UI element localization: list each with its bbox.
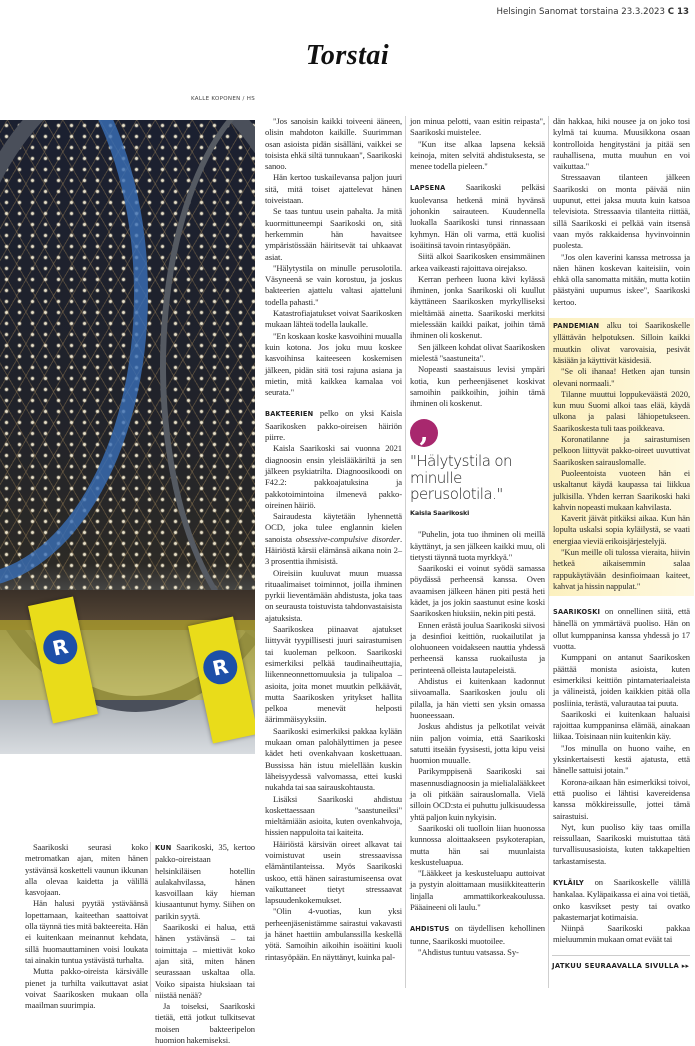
- body-paragraph: [553, 513, 690, 547]
- body-paragraph: [265, 794, 402, 839]
- paragraph-text: Siitä alkoi Saarikosken ensimmäinen arkea vaikeasti rajoittava oirejakso.: [410, 251, 545, 273]
- body-paragraph: [553, 252, 690, 308]
- paragraph-text: Nyt, kun puoliso käy taas omilla reissullaan, Saarikoski muistuttaa tätä turvallisuusasioista, kuten takkapeltien tarkastamisesta.: [553, 821, 690, 866]
- run-in-heading: PANDEMIAN: [553, 322, 600, 331]
- paragraph-text: "Ahdistus tuntuu vatsassa. Sy-: [418, 946, 519, 957]
- paragraph-text: Hän halusi pyytää ystäväänsä lopettamaan, kaiteethan saattoivat olla täynnä ties mitä bakteereita. Hän ei kuitenkaan meinannut kehdata, sillä huomauttaminen voisi loukata tai ainakin tuntua ystävästä turhalta.: [25, 898, 148, 965]
- paragraph-text: Saarikoski, 35, kertoo pakko-oireistaan helsinkiläisen hotellin aulakahvilassa, hänen kasvoillaan käy hieman kiusaantunut hymy. Siihen on parikin syytä.: [155, 842, 255, 921]
- paragraph-text: Lisäksi Saarikoski ahdistuu koskettaessaan "saastuneiksi" mieltämiään asioita, kuten ovenkahvoja, hissien nappuloita tai kaiteita.: [265, 793, 402, 838]
- body-paragraph: [553, 366, 690, 389]
- column-4-top: [410, 116, 545, 409]
- body-paragraph: [410, 868, 545, 913]
- paragraph-text: "Hälytystila on minulle perusolotila. Väsyneenä se vain korostuu, ja joskus bakteerien ajattelu valtasi ajatteluni todella pahasti.": [265, 262, 402, 307]
- quote-icon: ,: [410, 419, 438, 447]
- paragraph-text: Mutta pakko-oireista kärsivälle pienet ja turhilta vaikuttavat asiat voivat Saarikosken mukaan olla maailman suurimpia.: [25, 966, 148, 1011]
- paragraph-text: pelko on yksi Kaisla Saarikosken pakko-oireisen häiriön piirre.: [265, 408, 402, 443]
- r-kioski-logo: R: [200, 647, 240, 687]
- body-paragraph: [265, 172, 402, 206]
- paragraph-text: "Se oli ihanaa! Hetken ajan tunsin olevani normaali.": [553, 366, 690, 388]
- section-paragraph: [265, 408, 402, 443]
- body-paragraph: [265, 906, 402, 962]
- section-paragraph: [410, 182, 545, 251]
- paragraph-text: Kaverit jäivät pitkäksi aikaa. Kun hän lopulta uskalsi sopia kyläilystä, se vaati energiaa vieviä erikoisjärjestelyjä.: [553, 513, 690, 546]
- divider: [552, 955, 690, 956]
- body-paragraph: [265, 726, 402, 794]
- body-paragraph: [410, 947, 545, 958]
- paragraph-text: Katastrofiajatukset voivat Saarikosken mukaan lähteä todella laukalle.: [265, 308, 402, 330]
- paragraph-text: Kumppani on antanut Saarikosken päättää monista asioista, kuten esimerkiksi keittiön pintamateriaaleista ja välineistä, joiden kaikkien pitää olla posliinia, terästä, valurautaa tai puuta.: [553, 652, 690, 708]
- body-paragraph: [265, 624, 402, 726]
- body-paragraph: [553, 743, 690, 777]
- body-paragraph: [265, 116, 402, 172]
- paragraph-text: Sairaudesta käytetään lyhennettä OCD, joka tulee englannin kielen sanoista: [265, 511, 402, 544]
- paragraph-text: Oireisiin kuuluvat muun muassa rituaalimaiset toiminnot, joilla ihminen pyrkii lieventämään ahdistusta, joka taas on seurausta toistuvista tahdonvastaisista ajatuksista.: [265, 567, 402, 623]
- page-number: C 13: [667, 7, 689, 17]
- paragraph-text: "En koskaan koske kasvoihini muualla kuin kotona. Jos joku muu koskee kasvoihinsa kaiteeseen koskemisen jälkeen, pidän sitä tosi rajuna asiana ja mietin, mitä kaikkea kamalaa voi seurata.": [265, 330, 402, 398]
- column-5-bottom: [553, 606, 690, 946]
- column-divider: [405, 116, 406, 988]
- publication-date: Helsingin Sanomat torstaina 23.3.2023: [496, 7, 665, 17]
- paragraph-text: on täydellisen kehollinen tunne, Saarikoski muotoilee.: [410, 923, 545, 946]
- body-paragraph: [265, 308, 402, 331]
- paragraph-text: Häiriöstä kärsivän oireet alkavat tai voimistuvat usein stressaavissa elämäntilanteissa. Myös Saarikoski uskoo, että hänen sairastumiseensa ovat vaikuttaneet tietyt stressaavat lapsuudenkokemukset.: [265, 838, 402, 906]
- paragraph-text: Se taas tuntuu usein pahalta. Ja mitä kuormittuneempi Saarikoski on, sitä herkemmin hän havaitsee ympäristössään häiritsevät tai uhkaavat asiat.: [265, 206, 402, 262]
- body-paragraph: [265, 839, 402, 907]
- body-paragraph: [410, 251, 545, 274]
- paragraph-text: Saarikoski esimerkiksi pakkaa kylään mukaan oman palohälyttimen ja pesee kädet heti ovenkahvaan koskettuaan. Bussissa hän istuu mielellään kuskin läheisyydessä valvomassa, ettei kuski nukahda tai saa sairauskohtausta.: [265, 725, 402, 793]
- body-paragraph: [265, 263, 402, 308]
- page-header: [497, 7, 689, 17]
- paragraph-text: "Jos olen kaverini kanssa metrossa ja näen hänen koskevan kaiteisiin, voin ehkä olla sanomatta mitään, mutta kotiin päästyäni uupumus iskee", Saarikoski kertoo.: [553, 251, 690, 307]
- body-paragraph: [410, 364, 545, 409]
- body-paragraph: [25, 966, 148, 1011]
- paragraph-text: "Lääkkeet ja keskusteluapu auttoivat ja pystyin aloittamaan musiikkiteatterin linjalla ammattikorkeakoulussa. Pääaineeni oli laulu.": [410, 868, 545, 913]
- body-paragraph: [410, 563, 545, 619]
- body-paragraph: [265, 206, 402, 262]
- body-paragraph: [553, 434, 690, 468]
- paragraph-text: "Jos minulla on huono vaihe, en yksinkertaisesti kestä ajatusta, että hänelle sattuisi jotain.": [553, 742, 690, 776]
- pull-quote-text: "Hälytystila on minulle perusolotila.": [410, 452, 513, 504]
- paragraph-text: Koronatilanne ja sairastumisen pelkoon liittyvät pakko-oireet uuvuttivat Saarikosken sairauslomalle.: [553, 434, 690, 467]
- paragraph-text: Saarikoski seurasi koko metromatkan ajan, miten hänen ystävänsä kosketteli vaunun ikkunan alla olevaa kaidetta ja välillä kasvojaan.: [25, 842, 148, 898]
- paragraph-text: Saarikoski ei halua, että hänen ystävänsä – tai toimittaja – miettivät koko ajan sitä, miten hänen seurassaan uskaltaa olla. Voiko sipaista hiuksiaan tai niistää nenää?: [155, 922, 255, 1000]
- body-paragraph: [553, 923, 690, 946]
- column-4-bottom: [410, 529, 545, 958]
- body-paragraph: [265, 443, 402, 511]
- body-paragraph: [410, 721, 545, 766]
- body-paragraph: [553, 709, 690, 743]
- run-in-heading: LAPSENA: [410, 184, 446, 193]
- section-paragraph: [553, 320, 690, 366]
- run-in-heading: KUN: [155, 844, 172, 852]
- r-kioski-logo: R: [40, 627, 80, 667]
- paragraph-text: Stressaavan tilanteen jälkeen Saarikoski on monta päivää niin uupunut, ettei jaksa muuta kuin katsoa televisiota. Stressaavia tilanteita riittää, sillä Saarikoski ei pelkää vain itsensä vaan myös rakkaidensa hyvinvoinnin puolesta.: [553, 172, 690, 251]
- body-paragraph: [553, 547, 690, 592]
- paragraph-text: on Saarikoskelle välillä hankalaa. Kyläpaikassa ei aina voi tietää, onko kasvikset pesty tai ovatko pakastemarjat kotimaisia.: [553, 877, 690, 922]
- paragraph-text: Tilanne muuttui loppukeväästä 2020, kun muu Suomi alkoi taas elää, käydä ulkona ja palasi lähiopetukseen. Saarikoskesta tuli taas poikkeava.: [553, 388, 690, 433]
- paragraph-text: Ennen erästä joulua Saarikoski siivosi ja desinfioi keittiön, ruokailutilat ja olohuoneen voidakseen nauttia yhdessä perheensä kanssa ruokailusta ja perinteenä olleista lautapeleistä.: [410, 619, 545, 675]
- paragraph-text: Niinpä Saarikoski pakkaa mieluummin mukaan omat eväät tai: [553, 923, 690, 945]
- article-photo: [0, 120, 255, 754]
- body-paragraph: [553, 389, 690, 434]
- paragraph-text: Saarikoski ei kuitenkaan haluaisi rajoittaa kumppaninsa elämää, ainakaan liikaa. Toisinaan niin kuitenkin käy.: [553, 708, 690, 742]
- pull-quote-attribution: Kaisla Saarikoski: [410, 508, 470, 517]
- paragraph-text: dän hakkaa, hiki nousee ja on joko tosi kylmä tai kuuma. Muusikkona osaan kontrolloida hengitystäni ja pitää sen rauhallisena, mutta muuhun en voi vaikuttaa.": [553, 116, 690, 172]
- body-paragraph: [265, 511, 402, 567]
- body-paragraph: [410, 274, 545, 342]
- run-in-heading: SAARIKOSKI: [553, 608, 601, 617]
- body-paragraph: [410, 342, 545, 365]
- paragraph-text: Sen jälkeen kohdat olivat Saarikosken mielestä "saastuneita".: [410, 341, 545, 363]
- run-in-heading: BAKTEERIEN: [265, 410, 314, 419]
- paragraph-text: Ja toiseksi, Saarikoski tietää, että jotkut tulkitsevat moisen bakteeripelon huomion hakemiseksi.: [155, 1001, 255, 1046]
- body-paragraph: [410, 766, 545, 822]
- paragraph-text: Kerran perheen luona kävi kylässä ihminen, jonka Saarikoski oli kuullut käyttäneen Saarikosken myrkylliseksi mieltämää ainetta. Saarikoski merkitsi mielessään kaikki paikat, joihin tämä ihminen oli koskenut.: [410, 273, 545, 341]
- paragraph-text: "Kun itse alkaa lapsena keksiä keinoja, miten selvitä ahdistuksesta, se menee todella pieleen.": [410, 138, 545, 172]
- paragraph-text: "Olin 4-vuotias, kun yksi perheenjäsenistämme sairastui vakavasti ja hänet haettiin ambulanssilla keskellä yötä. Samoihin aikoihin isoäitini kuoli rintasyöpään. En näyttänyt, kuinka pal-: [265, 906, 402, 962]
- body-paragraph: [410, 116, 545, 139]
- body-paragraph: [155, 922, 255, 1001]
- column-5: [553, 116, 690, 946]
- body-paragraph: [25, 842, 148, 898]
- column-4: [410, 116, 545, 958]
- body-paragraph: [553, 116, 690, 172]
- body-paragraph: [410, 139, 545, 173]
- paragraph-text: Nopeasti saastaisuus levisi ympäri kotia, kun perheenjäsenet koskivat samoihin paikkoihin, joihin tämä ihminen oli koskenut.: [410, 364, 545, 409]
- column-bottom-middle: [155, 842, 255, 1046]
- paragraph-text: Ahdistus ei kuitenkaan kadonnut siivoamalla. Saarikosken joulu oli pilalla, ja hän vietti sen yksin omassa huoneessaan.: [410, 676, 545, 720]
- paragraph-text: Kaisla Saarikoski sai vuonna 2021 diagnoosin ensin yleislääkäriltä ja sen jälkeen psykiatrilta. Diagnoosikoodi on F42.2: pakkoajatuksina ja pakkotoimintoina ilmenevä pakko-oireinen häiriö.: [265, 443, 402, 510]
- body-paragraph: [553, 777, 690, 822]
- paragraph-text: Joskus ahdistus ja pelkotilat veivät niin paljon voimia, että Saarikoski satutti itseään fyysisesti, jotta kipu veisi huomion muualle.: [410, 721, 545, 766]
- body-paragraph: [265, 568, 402, 624]
- column-5-top: [553, 116, 690, 308]
- double-arrow-right-icon: ▸▸: [681, 962, 690, 970]
- body-paragraph: [410, 529, 545, 563]
- section-paragraph: [155, 842, 255, 922]
- paragraph-text: "Kun meille oli tulossa vieraita, hiivin hetkeä aikaisemmin salaa rappukäytävään desinfioimaan kaiteet, kahvat ja hissin nappulat.": [553, 546, 690, 591]
- column-divider: [150, 842, 151, 992]
- paragraph-text: . Häiriöstä kärsii elämänsä aikana noin 2–3 prosenttia ihmisistä.: [265, 533, 402, 567]
- section-title: Torstai: [305, 40, 390, 71]
- body-paragraph: [410, 823, 545, 868]
- paragraph-text: Saarikoski ei voinut syödä samassa pöydässä perheensä kanssa. Oven avaamisen jälkeen hänen piti pestä heti kädet, ja jos jokin saastunut esine koski Saarikosken hiuksiin, nekin piti pestä.: [410, 563, 545, 619]
- body-paragraph: [553, 468, 690, 513]
- paragraph-text: Saarikoski oli tuolloin liian huonossa kunnossa aloittaakseen psykoterapian, mutta hän sai muunlaista keskusteluapua.: [410, 822, 545, 867]
- run-in-heading: KYLÄILY: [553, 879, 584, 887]
- paragraph-text: Parikymppisenä Saarikoski sai masennusdiagnoosin ja mielialalääkkeet ja oli pitkään sairauslomalla. Vielä silloin OCD:sta ei puhuttu julkisuudessa yhtä paljon kuin nykyisin.: [410, 766, 545, 822]
- pull-quote: [410, 419, 545, 519]
- continued-link[interactable]: [552, 962, 689, 970]
- section-paragraph: [553, 606, 690, 652]
- section-paragraph: [553, 877, 690, 923]
- paragraph-text: jon minua pelotti, vaan esitin reipasta", Saarikoski muistelee.: [410, 116, 545, 138]
- run-in-heading: AHDISTUS: [410, 925, 450, 934]
- paragraph-text: Saarikoskea piinaavat ajatukset liittyvät tyypillisesti juuri sairastumisen tai kuoleman pelkoon. Saarikoski esimerkiksi pelkää taudinaiheuttajia, liikenneonnettomuuksia ja tulipaloa – asioita, joita monet muutkin pelkäävät, mutta Saarikosken yritykset hallita pelkoa menevät helposti äärimmäisyyksiin.: [265, 624, 402, 725]
- paragraph-text: on onnellinen siitä, että hänellä on ymmärtävä puoliso. Hän on ollut kumppaninsa kanssa yhdessä jo 17 vuotta.: [553, 606, 690, 652]
- italic-term: obsessive-compulsive disorder: [295, 533, 400, 544]
- paragraph-text: "Puhelin, jota tuo ihminen oli meillä käyttänyt, ja sen jälkeen kaikki muu, oli tietysti täynnä tuota myrkkyä.": [410, 529, 545, 562]
- body-paragraph: [410, 676, 545, 721]
- column-bottom-left: [25, 842, 148, 1011]
- paragraph-text: alku toi Saarikoskelle yllättävän helpotuksen. Silloin kaikki muutkin olivat varovaisia, pesivät käsiään ja käyttivät käsidesiä.: [553, 320, 690, 365]
- body-paragraph: [155, 1001, 255, 1046]
- paragraph-text: Puoleentoista vuoteen hän ei uskaltanut käydä kaupassa tai liikkua julkisilla. Yhden kerran Saarikoski haki kahvin nopeasti mukaan kahvilasta.: [553, 467, 690, 512]
- body-paragraph: [265, 331, 402, 399]
- column-3: [265, 116, 402, 963]
- section-paragraph: [410, 923, 545, 947]
- body-paragraph: [410, 620, 545, 676]
- body-paragraph: [25, 898, 148, 966]
- paragraph-text: Saarikoski pelkäsi kuolevansa hetkenä minä hyvänsä johonkin sairauteen. Kuudennella luokalla Saarikoski tunsi rinnassaan kyhmyn. Hän oli varma, että kuolisi isoäitinsä tavoin rintasyöpään.: [410, 182, 545, 250]
- body-paragraph: [553, 172, 690, 251]
- paragraph-text: Korona-aikaan hän esimerkiksi toivoi, että puoliso ei lähtisi kavereidensa kanssa mökkireissulle, jottei tämä sairastuisi.: [553, 776, 690, 821]
- paragraph-text: "Jos sanoisin kaikki toiveeni ääneen, olisin mahdoton kaikille. Suurimman osan asioista pidän sisälläni, vaikkei se toisista ehkä siltä tunnukaan", Saarikoski sanoo.: [265, 116, 402, 172]
- body-paragraph: [553, 652, 690, 708]
- continued-label: JATKUU SEURAAVALLA SIVULLA: [552, 962, 680, 970]
- paragraph-text: Hän kertoo tuskailevansa paljon juuri sitä, mitä toiset ajattelevat hänen toiveistaan.: [265, 172, 402, 206]
- body-paragraph: [553, 822, 690, 867]
- photo-credit: KALLE KOPONEN / HS: [191, 96, 255, 102]
- highlighted-section: [549, 318, 694, 596]
